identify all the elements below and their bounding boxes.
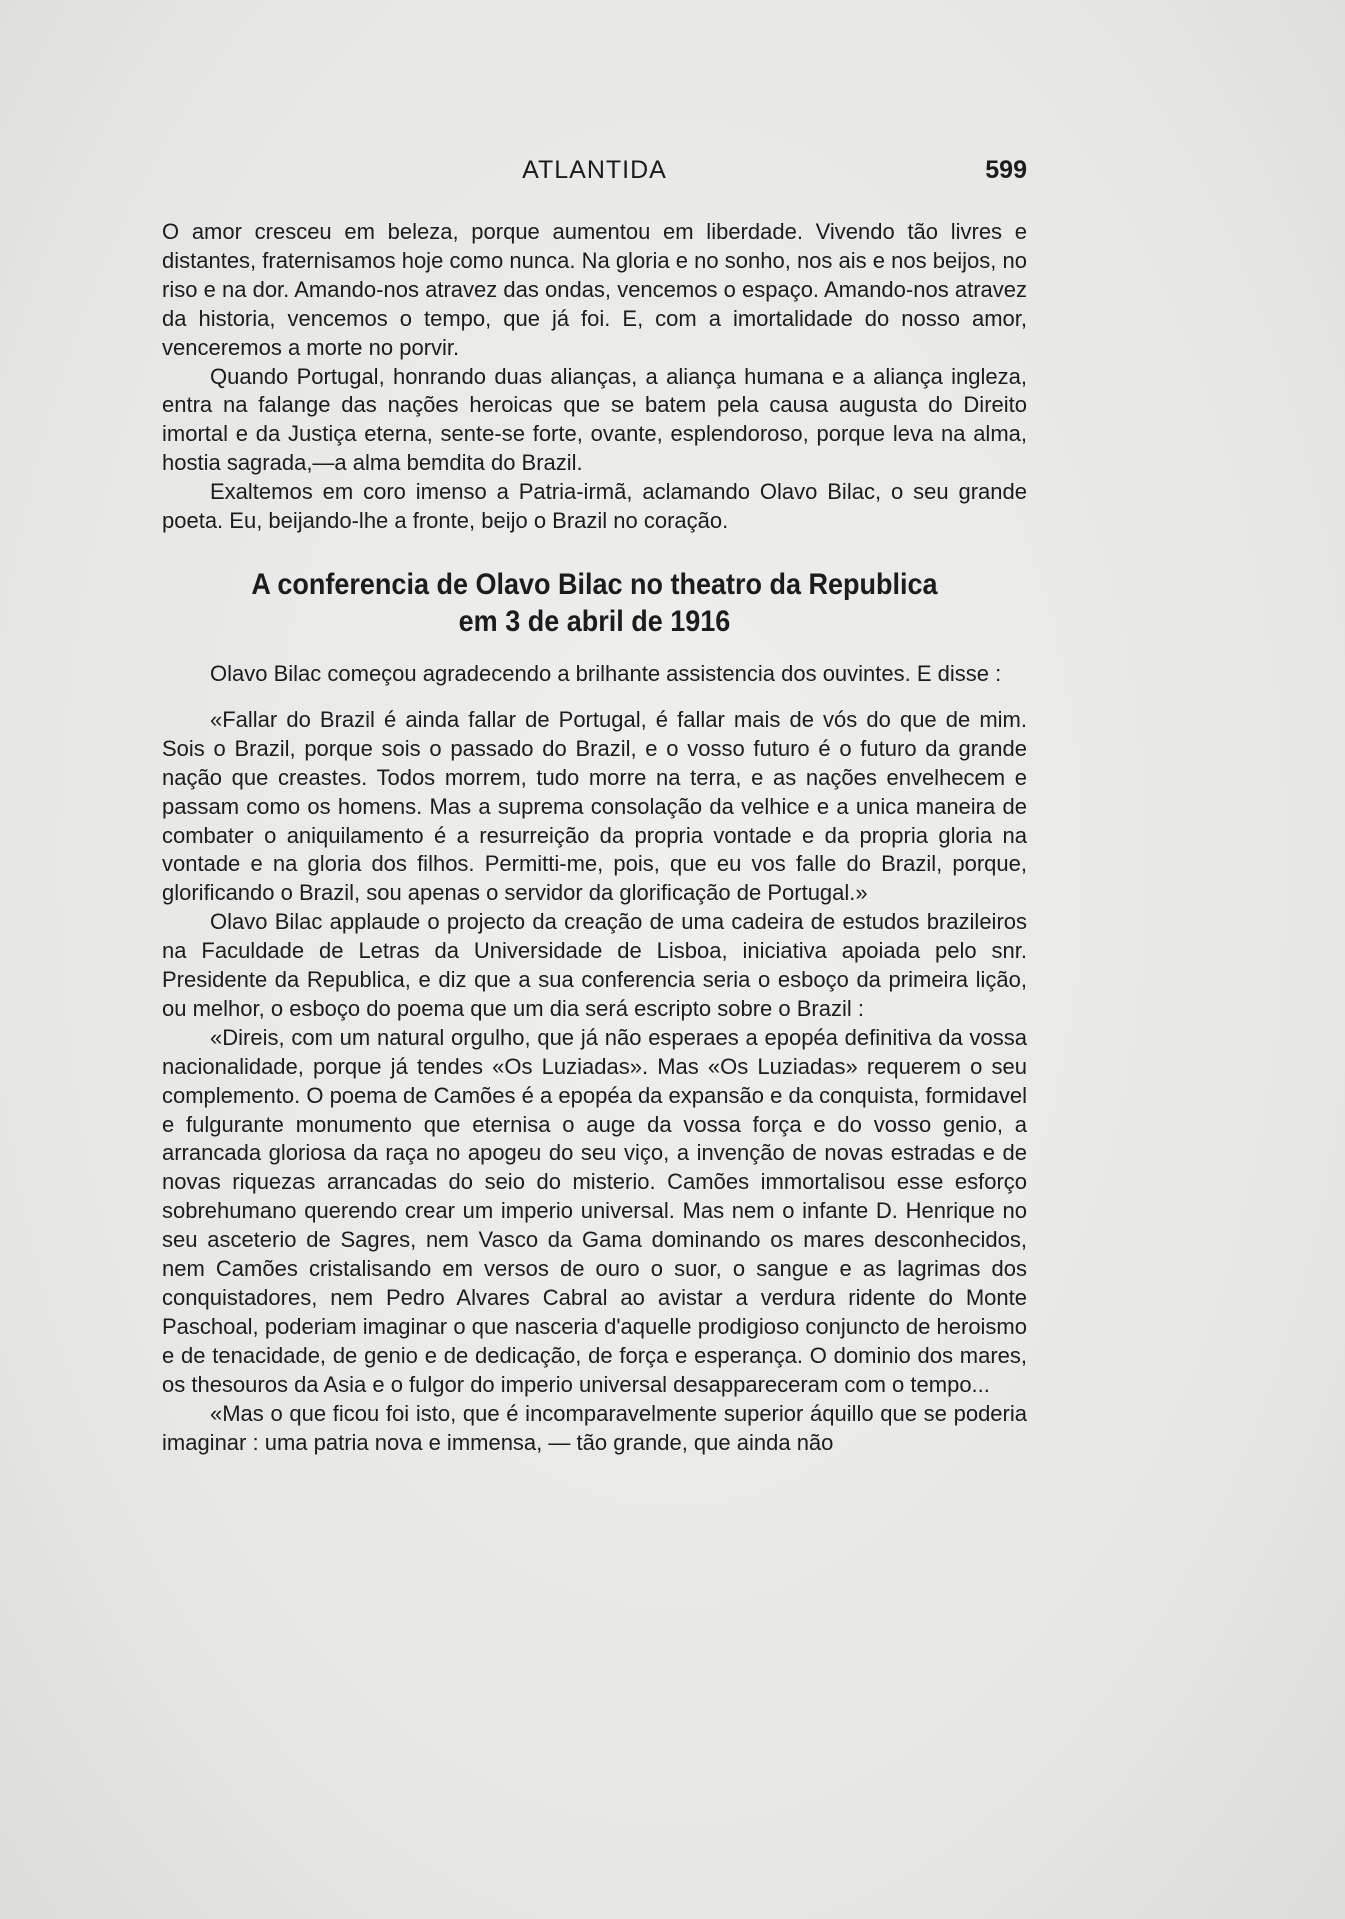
- article-title: [205, 566, 984, 640]
- article-paragraph-5: «Mas o que ficou foi isto, que é incomparavelmente superior áquillo que se poderia imaginar : uma patria nova e immensa, — tão grande, que ainda não: [162, 1400, 1027, 1455]
- intro-paragraph-1: O amor cresceu em beleza, porque aumentou em liberdade. Vivendo tão livres e distantes, fraternisamos hoje como nunca. Na gloria e no sonho, nos ais e nos beijos, no riso e na dor. Amando-nos atravez das ondas, vencemos o espaço. Amando-nos atravez da historia, vencemos o tempo, que já foi. E, com a imortalidade do nosso amor, venceremos a morte no porvir.: [162, 219, 1027, 360]
- page-number: 599: [985, 156, 1027, 184]
- intro-paragraph-2: Quando Portugal, honrando duas alianças, a aliança humana e a aliança ingleza, entra na falange das nações heroicas que se batem pela causa augusta do Direito imortal e da Justiça eterna, sente-se forte, ovante, esplendoroso, porque leva na alma, hostia sagrada,—a alma bemdita do Brazil.: [162, 363, 1027, 476]
- article-paragraph-2: «Fallar do Brazil é ainda fallar de Portugal, é fallar mais de vós do que de mim. Sois o Brazil, porque sois o passado do Brazil, e o vosso futuro é o futuro da grande nação que creastes. Todos morrem, tudo morre na terra, e as nações envelhecem e passam como os homens. Mas a suprema consolação da velhice e a unica maneira de combater o aniquilamento é a resurreição da propria vontade e da propria gloria na vontade e na gloria dos filhos. Permitti-me, pois, que eu vos falle do Brazil, porque, glorificando o Brazil, sou apenas o servidor da glorificação de Portugal.»: [162, 706, 1027, 906]
- article-title-line-2: em 3 de abril de 1916: [458, 604, 731, 638]
- running-title: ATLANTIDA: [522, 156, 667, 184]
- article-paragraph-1: Olavo Bilac começou agradecendo a brilhante assistencia dos ouvintes. E disse :: [210, 660, 1002, 686]
- body-text: [162, 218, 1027, 1457]
- article-paragraph-4: «Direis, com um natural orgulho, que já não esperaes a epopéa definitiva da vossa nacionalidade, porque já tendes «Os Luziadas». Mas «Os Luziadas» requerem o seu complemento. O poema de Camões é a epopéa da expansão e da conquista, formidavel e fulgurante monumento que eternisa o auge da vossa força e do vosso genio, a arrancada gloriosa da raça no apogeu do seu viço, a invenção de novas estradas e de novas riquezas arrancadas do seio do misterio. Camões immortalisou esse esforço sobrehumano querendo crear um imperio universal. Mas nem o infante D. Henrique no seu asceterio de Sagres, nem Vasco da Gama dominando os mares desconhecidos, nem Camões cristalisando em versos de ouro o suor, o sangue e as lagrimas dos conquistadores, nem Pedro Alvares Cabral ao avistar a verdura ridente do Monte Paschoal, poderiam imaginar o que nasceria d'aquelle prodigioso conjuncto de heroismo e de tenacidade, de genio e de dedicação, de força e esperança. O dominio dos mares, os thesouros da Asia e o fulgor do imperio universal desappareceram com o tempo...: [162, 1024, 1027, 1397]
- article-title-line-1: A conferencia de Olavo Bilac no theatro da Republica: [251, 567, 938, 601]
- running-head: [162, 150, 1027, 190]
- intro-paragraph-3: Exaltemos em coro imenso a Patria-irmã, aclamando Olavo Bilac, o seu grande poeta. Eu, beijando-lhe a fronte, beijo o Brazil no coração.: [162, 479, 1027, 534]
- article-paragraph-3: Olavo Bilac applaude o projecto da creação de uma cadeira de estudos brazileiros na Faculdade de Letras da Universidade de Lisboa, iniciativa apoiada pelo snr. Presidente da Republica, e diz que a sua conferencia seria o esboço da primeira lição, ou melhor, o esboço do poema que um dia será escripto sobre o Brazil :: [162, 909, 1027, 1021]
